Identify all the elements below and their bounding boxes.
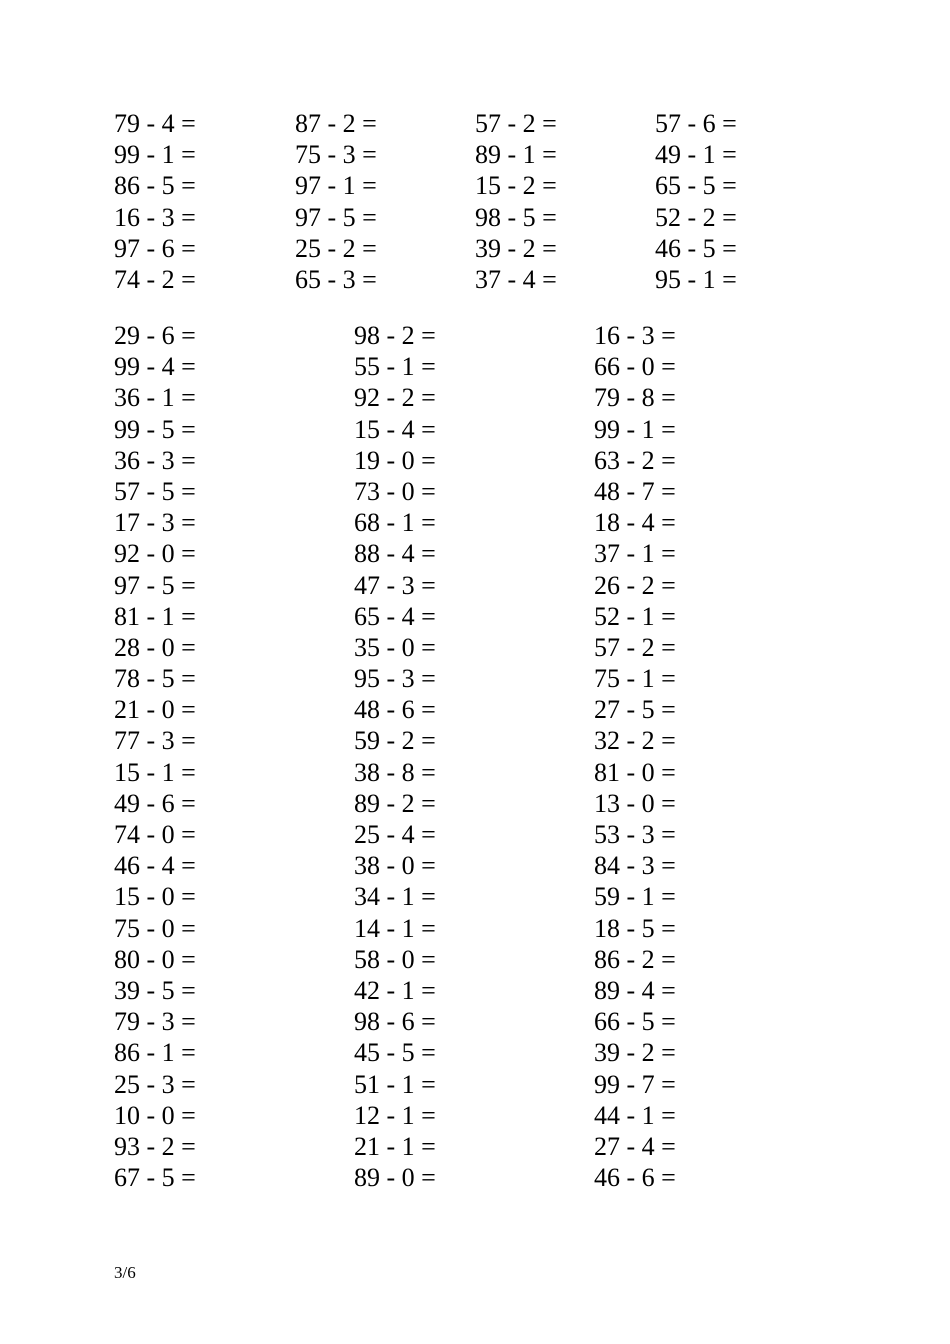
subtraction-problem: 97 - 1 = [295, 171, 377, 201]
subtraction-problem: 87 - 2 = [295, 109, 377, 138]
subtraction-problem: 51 - 1 = [354, 1069, 436, 1099]
subtraction-problem: 27 - 4 = [594, 1131, 676, 1161]
subtraction-problem: 98 - 6 = [354, 1007, 436, 1037]
subtraction-problem: 17 - 3 = [114, 508, 196, 538]
subtraction-problem: 15 - 2 = [475, 171, 557, 201]
subtraction-problem: 13 - 0 = [594, 788, 676, 818]
subtraction-problem: 37 - 1 = [594, 539, 676, 569]
subtraction-problem: 32 - 2 = [594, 726, 676, 756]
subtraction-problem: 65 - 3 = [295, 264, 377, 294]
subtraction-problem: 63 - 2 = [594, 445, 676, 475]
subtraction-problem: 75 - 1 = [594, 664, 676, 694]
subtraction-problem: 67 - 5 = [114, 1163, 196, 1193]
subtraction-problem: 97 - 5 = [295, 202, 377, 232]
subtraction-problem: 29 - 6 = [114, 321, 196, 350]
subtraction-problem: 86 - 2 = [594, 944, 676, 974]
subtraction-problem: 15 - 4 = [354, 414, 436, 444]
subtraction-problem: 44 - 1 = [594, 1100, 676, 1130]
subtraction-problem: 46 - 6 = [594, 1163, 676, 1193]
subtraction-problem: 28 - 0 = [114, 632, 196, 662]
subtraction-problem: 99 - 1 = [114, 140, 196, 170]
subtraction-problem: 98 - 2 = [354, 321, 436, 350]
subtraction-problem: 48 - 7 = [594, 476, 676, 506]
subtraction-problem: 89 - 0 = [354, 1163, 436, 1193]
subtraction-problem: 53 - 3 = [594, 820, 676, 849]
subtraction-problem: 68 - 1 = [354, 508, 436, 538]
subtraction-problem: 36 - 3 = [114, 445, 196, 475]
subtraction-problem: 81 - 1 = [114, 601, 196, 631]
subtraction-problem: 65 - 5 = [655, 171, 737, 201]
subtraction-problem: 57 - 2 = [594, 632, 676, 662]
subtraction-problem: 48 - 6 = [354, 695, 436, 725]
subtraction-problem: 97 - 5 = [114, 570, 196, 600]
subtraction-problem: 74 - 0 = [114, 820, 196, 849]
subtraction-problem: 52 - 1 = [594, 601, 676, 631]
subtraction-problem: 66 - 0 = [594, 352, 676, 382]
subtraction-problem: 35 - 0 = [354, 632, 436, 662]
subtraction-problem: 88 - 4 = [354, 539, 436, 569]
subtraction-problem: 59 - 2 = [354, 726, 436, 756]
subtraction-problem: 16 - 3 = [594, 321, 676, 350]
subtraction-problem: 39 - 2 = [594, 1038, 676, 1068]
subtraction-problem: 99 - 7 = [594, 1069, 676, 1099]
subtraction-problem: 45 - 5 = [354, 1038, 436, 1068]
subtraction-problem: 99 - 4 = [114, 352, 196, 382]
subtraction-problem: 93 - 2 = [114, 1131, 196, 1161]
subtraction-problem: 52 - 2 = [655, 202, 737, 232]
subtraction-problem: 80 - 0 = [114, 944, 196, 974]
subtraction-problem: 55 - 1 = [354, 352, 436, 382]
subtraction-problem: 79 - 8 = [594, 383, 676, 413]
subtraction-problem: 27 - 5 = [594, 695, 676, 725]
subtraction-problem: 19 - 0 = [354, 445, 436, 475]
subtraction-problem: 77 - 3 = [114, 726, 196, 756]
subtraction-problem: 86 - 5 = [114, 171, 196, 201]
subtraction-problem: 98 - 5 = [475, 202, 557, 232]
subtraction-problem: 97 - 6 = [114, 233, 196, 263]
subtraction-problem: 74 - 2 = [114, 264, 196, 294]
subtraction-problem: 89 - 2 = [354, 788, 436, 818]
subtraction-problem: 49 - 1 = [655, 140, 737, 170]
subtraction-problem: 38 - 8 = [354, 757, 436, 787]
subtraction-problem: 21 - 0 = [114, 695, 196, 725]
subtraction-problem: 42 - 1 = [354, 975, 436, 1005]
subtraction-problem: 73 - 0 = [354, 476, 436, 506]
subtraction-problem: 57 - 2 = [475, 109, 557, 138]
subtraction-problem: 26 - 2 = [594, 570, 676, 600]
subtraction-problem: 47 - 3 = [354, 570, 436, 600]
subtraction-problem: 92 - 2 = [354, 383, 436, 413]
subtraction-problem: 58 - 0 = [354, 944, 436, 974]
subtraction-problem: 25 - 4 = [354, 820, 436, 849]
subtraction-problem: 89 - 4 = [594, 975, 676, 1005]
subtraction-problem: 89 - 1 = [475, 140, 557, 170]
subtraction-problem: 99 - 5 = [114, 414, 196, 444]
subtraction-problem: 95 - 1 = [655, 264, 737, 294]
subtraction-problem: 14 - 1 = [354, 913, 436, 943]
subtraction-problem: 46 - 4 = [114, 851, 196, 881]
subtraction-problem: 49 - 6 = [114, 788, 196, 818]
subtraction-problem: 46 - 5 = [655, 233, 737, 263]
subtraction-problem: 21 - 1 = [354, 1131, 436, 1161]
subtraction-problem: 99 - 1 = [594, 414, 676, 444]
subtraction-problem: 18 - 5 = [594, 913, 676, 943]
subtraction-problem: 25 - 3 = [114, 1069, 196, 1099]
subtraction-problem: 18 - 4 = [594, 508, 676, 538]
subtraction-problem: 15 - 0 = [114, 882, 196, 912]
subtraction-problem: 15 - 1 = [114, 757, 196, 787]
subtraction-problem: 39 - 5 = [114, 975, 196, 1005]
subtraction-problem: 25 - 2 = [295, 233, 377, 263]
subtraction-problem: 92 - 0 = [114, 539, 196, 569]
subtraction-problem: 66 - 5 = [594, 1007, 676, 1037]
subtraction-problem: 37 - 4 = [475, 264, 557, 294]
subtraction-problem: 84 - 3 = [594, 851, 676, 881]
subtraction-problem: 38 - 0 = [354, 851, 436, 881]
subtraction-problem: 81 - 0 = [594, 757, 676, 787]
subtraction-problem: 79 - 3 = [114, 1007, 196, 1037]
subtraction-problem: 65 - 4 = [354, 601, 436, 631]
subtraction-problem: 34 - 1 = [354, 882, 436, 912]
page-number: 3/6 [114, 1263, 136, 1282]
subtraction-problem: 57 - 6 = [655, 109, 737, 138]
subtraction-problem: 57 - 5 = [114, 476, 196, 506]
subtraction-problem: 95 - 3 = [354, 664, 436, 694]
subtraction-problem: 39 - 2 = [475, 233, 557, 263]
subtraction-problem: 59 - 1 = [594, 882, 676, 912]
subtraction-problem: 79 - 4 = [114, 109, 196, 138]
subtraction-problem: 78 - 5 = [114, 664, 196, 694]
subtraction-problem: 12 - 1 = [354, 1100, 436, 1130]
subtraction-problem: 86 - 1 = [114, 1038, 196, 1068]
subtraction-problem: 36 - 1 = [114, 383, 196, 413]
subtraction-problem: 75 - 3 = [295, 140, 377, 170]
subtraction-problem: 10 - 0 = [114, 1100, 196, 1130]
subtraction-problem: 75 - 0 = [114, 913, 196, 943]
subtraction-problem: 16 - 3 = [114, 202, 196, 232]
